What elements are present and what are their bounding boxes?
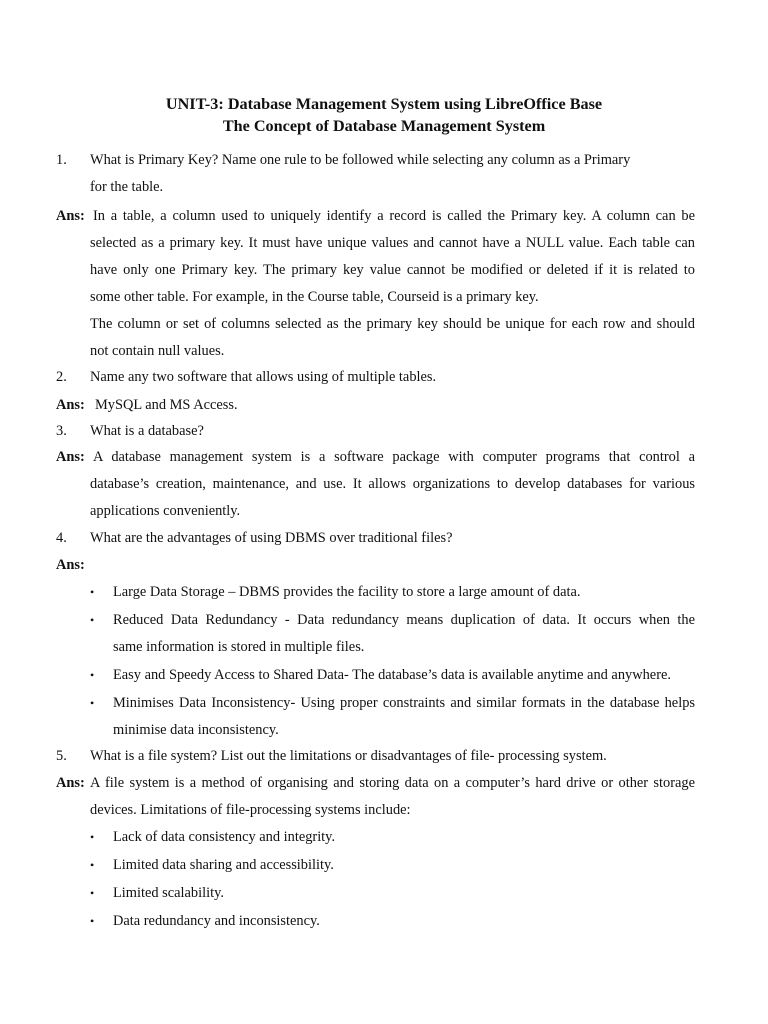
answer-1-line-3: have only one Primary key. The primary key value cannot be modified or deleted if it is related to: [90, 262, 695, 278]
bullet-marker: •: [90, 668, 95, 682]
bullet-marker: •: [90, 914, 95, 928]
answer-3-line-1: A database management system is a software package with computer programs that control a: [93, 449, 695, 465]
answer-1-line-4: some other table. For example, in the Course table, Courseid is a primary key.: [90, 289, 539, 305]
bullet-marker: •: [90, 613, 95, 627]
bullet-marker: •: [90, 886, 95, 900]
answer-1-line-5: The column or set of columns selected as the primary key should be unique for each row and should: [90, 316, 695, 332]
bullet-marker: •: [90, 696, 95, 710]
advantage-2-line-1: Reduced Data Redundancy - Data redundancy means duplication of data. It occurs when the: [113, 612, 695, 628]
question-number-5: 5.: [56, 748, 67, 764]
answer-3-line-2: database’s creation, maintenance, and use. It allows organizations to develop databases for various: [90, 476, 695, 492]
question-number-4: 4.: [56, 530, 67, 546]
answer-1-line-2: selected as a primary key. It must have unique values and cannot have a NULL value. Each table can: [90, 235, 695, 251]
answer-label-2: Ans:: [56, 397, 85, 413]
question-1-line-1: What is Primary Key? Name one rule to be followed while selecting any column as a Primary: [90, 152, 631, 168]
advantage-4-line-2: minimise data inconsistency.: [113, 722, 279, 738]
answer-label-5: Ans:: [56, 775, 85, 791]
unit-title: UNIT-3: Database Management System using LibreOffice Base: [165, 95, 603, 113]
answer-label-3: Ans:: [56, 449, 85, 465]
answer-5-line-2: devices. Limitations of file-processing systems include:: [90, 802, 411, 818]
advantage-2-line-2: same information is stored in multiple files.: [113, 639, 365, 655]
bullet-marker: •: [90, 858, 95, 872]
answer-5-line-1: A file system is a method of organising and storing data on a computer’s hard drive or other storage: [90, 775, 695, 791]
answer-2-line-1: MySQL and MS Access.: [95, 397, 238, 413]
answer-label-1: Ans:: [56, 208, 85, 224]
answer-label-4: Ans:: [56, 557, 85, 573]
answer-1-line-6: not contain null values.: [90, 343, 225, 359]
question-3-line-1: What is a database?: [90, 423, 204, 439]
limitation-4: Data redundancy and inconsistency.: [113, 913, 320, 929]
question-number-1: 1.: [56, 152, 67, 168]
answer-1-line-1: In a table, a column used to uniquely identify a record is called the Primary key. A column can be: [93, 208, 695, 224]
question-2-line-1: Name any two software that allows using of multiple tables.: [90, 369, 437, 385]
advantage-4-line-1: Minimises Data Inconsistency- Using proper constraints and similar formats in the database helps: [113, 695, 695, 711]
question-5-line-1: What is a file system? List out the limitations or disadvantages of file- processing system.: [90, 748, 607, 764]
advantage-1: Large Data Storage – DBMS provides the facility to store a large amount of data.: [113, 584, 581, 600]
limitation-1: Lack of data consistency and integrity.: [113, 829, 336, 845]
bullet-marker: •: [90, 830, 95, 844]
question-1-line-2: for the table.: [90, 179, 164, 195]
limitation-2: Limited data sharing and accessibility.: [113, 857, 334, 873]
question-number-3: 3.: [56, 423, 67, 439]
section-title: The Concept of Database Management System: [222, 117, 546, 135]
answer-3-line-3: applications conveniently.: [90, 503, 241, 519]
advantage-3: Easy and Speedy Access to Shared Data- The database’s data is available anytime and anywhere.: [113, 667, 671, 683]
question-4-line-1: What are the advantages of using DBMS over traditional files?: [90, 530, 453, 546]
limitation-3: Limited scalability.: [113, 885, 224, 901]
bullet-marker: •: [90, 585, 95, 599]
question-number-2: 2.: [56, 369, 67, 385]
